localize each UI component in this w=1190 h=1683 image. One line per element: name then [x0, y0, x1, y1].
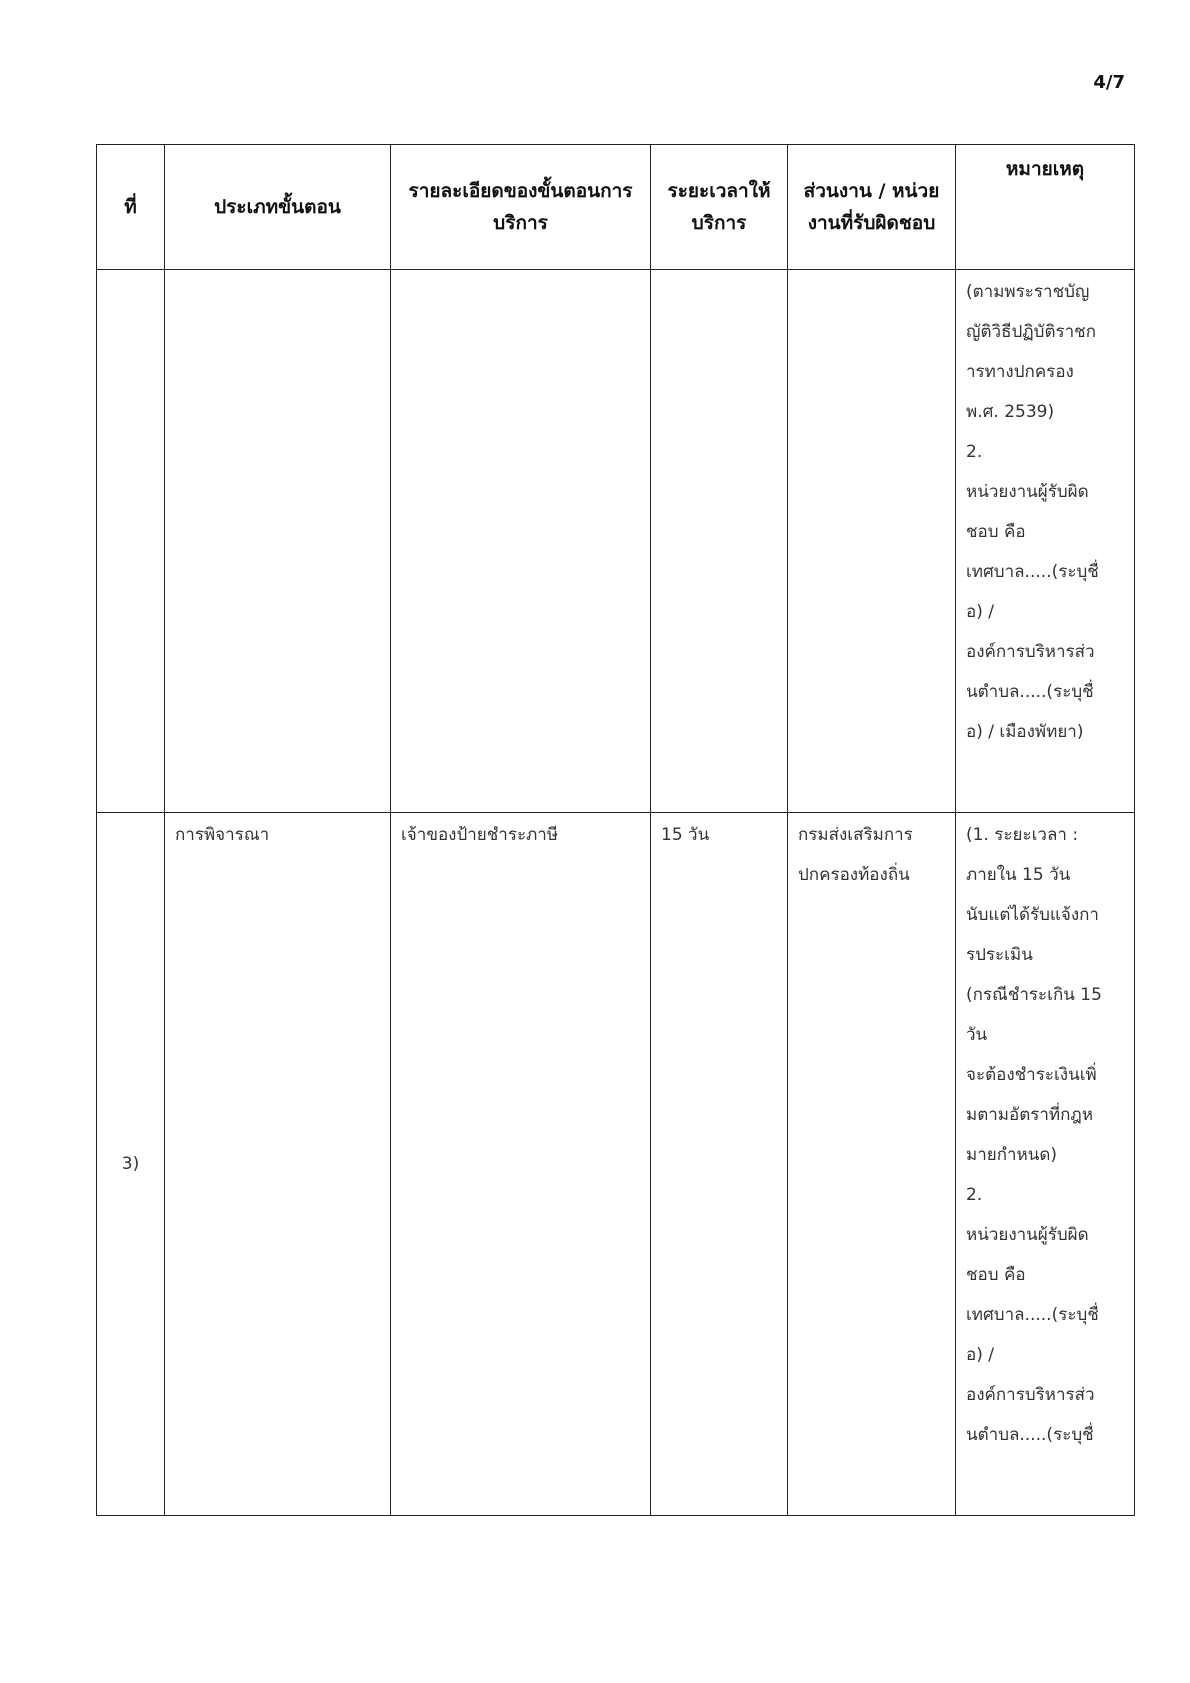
- note-line: มายกำหนด): [966, 1145, 1058, 1165]
- step-detail: [391, 270, 651, 813]
- step-agency: [788, 270, 956, 813]
- step-type: [165, 270, 391, 813]
- row-number: [97, 270, 165, 813]
- header-note: หมายเหตุ: [956, 145, 1135, 270]
- note-line: ญัติวิธีปฏิบัติราชก: [966, 322, 1096, 342]
- header-detail: รายละเอียดของขั้นตอนการบริการ: [391, 145, 651, 270]
- agency-line: ปกครองท้องถิ่น: [798, 865, 910, 885]
- note-line: นตำบล.....(ระบุชื่: [966, 1425, 1094, 1445]
- header-duration: ระยะเวลาให้บริการ: [651, 145, 788, 270]
- note-line: 2.: [966, 442, 983, 462]
- note-line: 2.: [966, 1185, 983, 1205]
- note-line: ารทางปกครอง: [966, 362, 1074, 382]
- header-agency: ส่วนงาน / หน่วยงานที่รับผิดชอบ: [788, 145, 956, 270]
- header-type: ประเภทขั้นตอน: [165, 145, 391, 270]
- agency-line: กรมส่งเสริมการ: [798, 825, 913, 845]
- note-line: นับแต่ได้รับแจ้งกา: [966, 905, 1099, 925]
- note-line: หน่วยงานผู้รับผิด: [966, 1225, 1089, 1245]
- note-line: องค์การบริหารส่ว: [966, 1385, 1095, 1405]
- note-line: หน่วยงานผู้รับผิด: [966, 482, 1089, 502]
- note-line: นตำบล.....(ระบุชื่: [966, 682, 1094, 702]
- step-type: การพิจารณา: [165, 813, 391, 1516]
- step-note: [956, 270, 1135, 813]
- step-duration: 15 วัน: [651, 813, 788, 1516]
- note-line: ภายใน 15 วัน: [966, 865, 1071, 885]
- page-number: 4/7: [1093, 72, 1125, 93]
- note-line: (ตามพระราชบัญ: [966, 282, 1090, 302]
- note-line: อ) /: [966, 1345, 994, 1365]
- note-line: อ) /: [966, 602, 994, 622]
- table-row: [97, 270, 1135, 813]
- header-no: ที่: [97, 145, 165, 270]
- note-line: ชอบ คือ: [966, 1265, 1026, 1285]
- note-line: องค์การบริหารส่ว: [966, 642, 1095, 662]
- note-line: พ.ศ. 2539): [966, 402, 1055, 422]
- note-line: อ) / เมืองพัทยา): [966, 722, 1084, 742]
- step-agency: [788, 813, 956, 1516]
- note-line: ชอบ คือ: [966, 522, 1026, 542]
- row-number: 3): [97, 813, 165, 1516]
- procedure-table: [96, 144, 1135, 1516]
- note-line: วัน: [966, 1025, 988, 1045]
- table-row: [97, 813, 1135, 1516]
- step-duration: [651, 270, 788, 813]
- note-line: (กรณีชำระเกิน 15: [966, 985, 1102, 1005]
- note-line: (1. ระยะเวลา :: [966, 825, 1079, 845]
- note-line: เทศบาล.....(ระบุชื่: [966, 562, 1099, 582]
- note-line: มตามอัตราที่กฎห: [966, 1105, 1094, 1125]
- table-header-row: [97, 145, 1135, 270]
- step-note: [956, 813, 1135, 1516]
- step-detail: เจ้าของป้ายชำระภาษี: [391, 813, 651, 1516]
- note-line: เทศบาล.....(ระบุชื่: [966, 1305, 1099, 1325]
- note-line: จะต้องชำระเงินเพิ่: [966, 1065, 1097, 1085]
- note-line: รประเมิน: [966, 945, 1033, 965]
